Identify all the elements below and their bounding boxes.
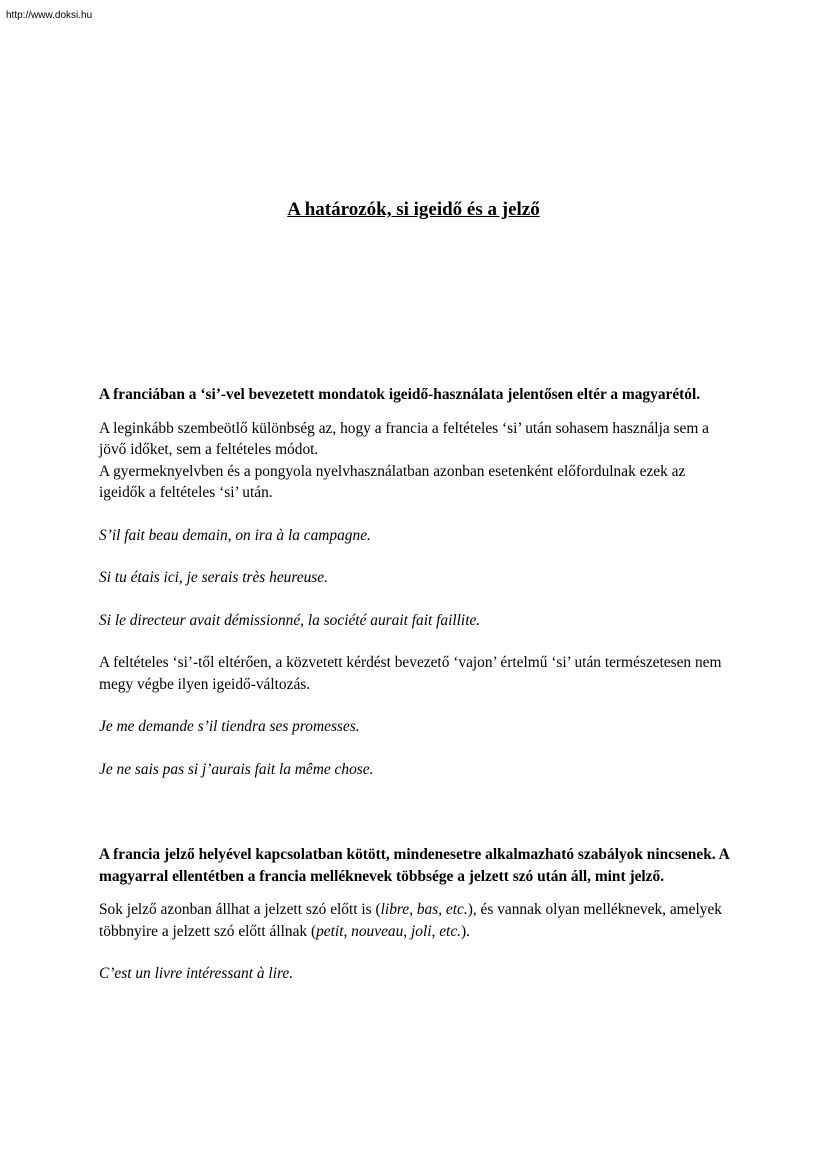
- section1-paragraph: A feltételes ‘si’-től eltérően, a közvetett kérdést bevezető ‘vajon’ értelmű ‘si’ után természetesen nem megy végbe ilyen igeidő-változás.: [99, 654, 722, 693]
- text-run: Sok jelző azonban állhat a jelzett szó előtt is (: [99, 901, 381, 918]
- source-url[interactable]: http://www.doksi.hu: [6, 10, 93, 21]
- italic-examples: libre, bas, etc.: [380, 901, 468, 918]
- section1-paragraph: A gyermeknyelvben és a pongyola nyelvhasználatban azonban esetenként előfordulnak ezek az igeidők a feltételes ‘si’ után.: [99, 462, 686, 501]
- document-body: [99, 384, 731, 985]
- example-sentence: Si le directeur avait démissionné, la société aurait fait faillite.: [99, 611, 481, 629]
- example-sentence: Je ne sais pas si j’aurais fait la même chose.: [99, 760, 374, 778]
- section2-heading: A francia jelző helyével kapcsolatban kötött, mindenesetre alkalmazható szabályok nincsenek. A magyarral ellentétben a francia melléknevek többsége a jelzett szó után áll, mint jelző.: [99, 846, 729, 885]
- example-sentence: Je me demande s’il tiendra ses promesses.: [99, 718, 360, 735]
- italic-examples: petit, nouveau, joli, etc.: [316, 922, 461, 940]
- section2-paragraph: [99, 899, 731, 942]
- example-sentence: S’il fait beau demain, on ira à la campagne.: [99, 526, 371, 544]
- text-run: ).: [461, 922, 470, 940]
- text-run: ), és vannak olyan melléknevek, amelyek többnyire a jelzett szó előtt állnak (: [99, 901, 722, 940]
- section1-paragraph: A leginkább szembeötlő különbség az, hogy a francia a feltételes ‘si’ után sohasem használja sem a jövő időket, sem a feltételes módot.: [99, 419, 709, 458]
- example-sentence: C’est un livre intéressant à lire.: [99, 965, 294, 982]
- document-title: A határozók, si igeidő és a jelző: [287, 199, 540, 220]
- example-sentence: Si tu étais ici, je serais très heureuse.: [99, 569, 328, 586]
- section1-heading: A franciában a ‘si’-vel bevezetett mondatok igeidő-használata jelentősen eltér a magyarétól.: [99, 386, 701, 403]
